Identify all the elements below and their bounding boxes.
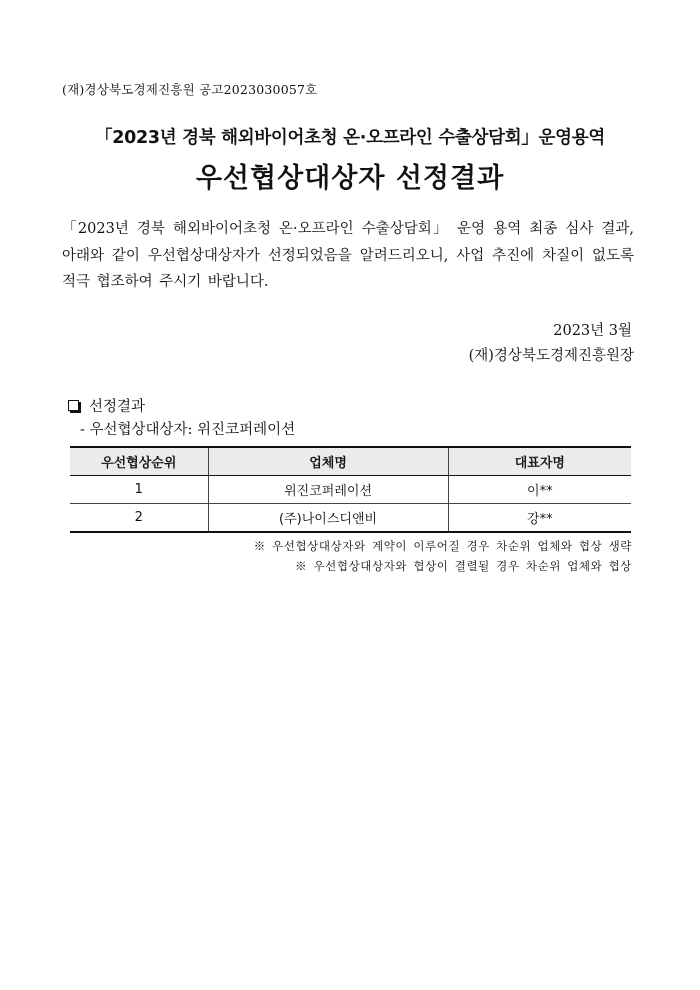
cell-company: (주)나이스디앤비 xyxy=(208,504,448,533)
section-subheading: - 우선협상대상자: 위진코퍼레이션 xyxy=(80,422,296,438)
notice-number: (재)경상북도경제진흥원 공고2023030057호 xyxy=(62,82,318,97)
table-row xyxy=(70,476,631,504)
section-heading xyxy=(66,395,145,416)
issue-date: 2023년 3월 xyxy=(553,323,632,339)
document-title: 「2023년 경북 해외바이어초청 온·오프라인 수출상담회」운영용역 xyxy=(95,128,605,148)
footnote-1: ※ 우선협상대상자와 계약이 이루어질 경우 차순위 업체와 협상 생략 xyxy=(253,539,632,553)
section-heading-label: 선정결과 xyxy=(89,399,146,415)
cell-representative: 강** xyxy=(448,504,631,533)
body-paragraph: 「2023년 경북 해외바이어초청 온·오프라인 수출상담회」 운영 용역 최종 심사 결과, 아래와 같이 우선협상대상자가 선정되었음을 알려드리오니, 사업 추진에 차질이 없도록 적극 협조하여 주시기 바랍니다. xyxy=(62,221,634,290)
selection-result-table xyxy=(70,446,631,533)
header-company: 업체명 xyxy=(208,447,448,476)
cell-priority: 1 xyxy=(70,476,208,504)
footnote-2: ※ 우선협상대상자와 협상이 결렬될 경우 차순위 업체와 협상 xyxy=(295,559,632,573)
header-representative: 대표자명 xyxy=(448,447,631,476)
checkbox-icon xyxy=(68,400,79,411)
table-row xyxy=(70,504,631,533)
cell-priority: 2 xyxy=(70,504,208,533)
document-subtitle: 우선협상대상자 선정결과 xyxy=(195,163,505,194)
table-header-row xyxy=(70,447,631,476)
header-priority: 우선협상순위 xyxy=(70,447,208,476)
cell-company: 위진코퍼레이션 xyxy=(208,476,448,504)
issuer-name: (재)경상북도경제진흥원장 xyxy=(468,348,634,364)
cell-representative: 이** xyxy=(448,476,631,504)
